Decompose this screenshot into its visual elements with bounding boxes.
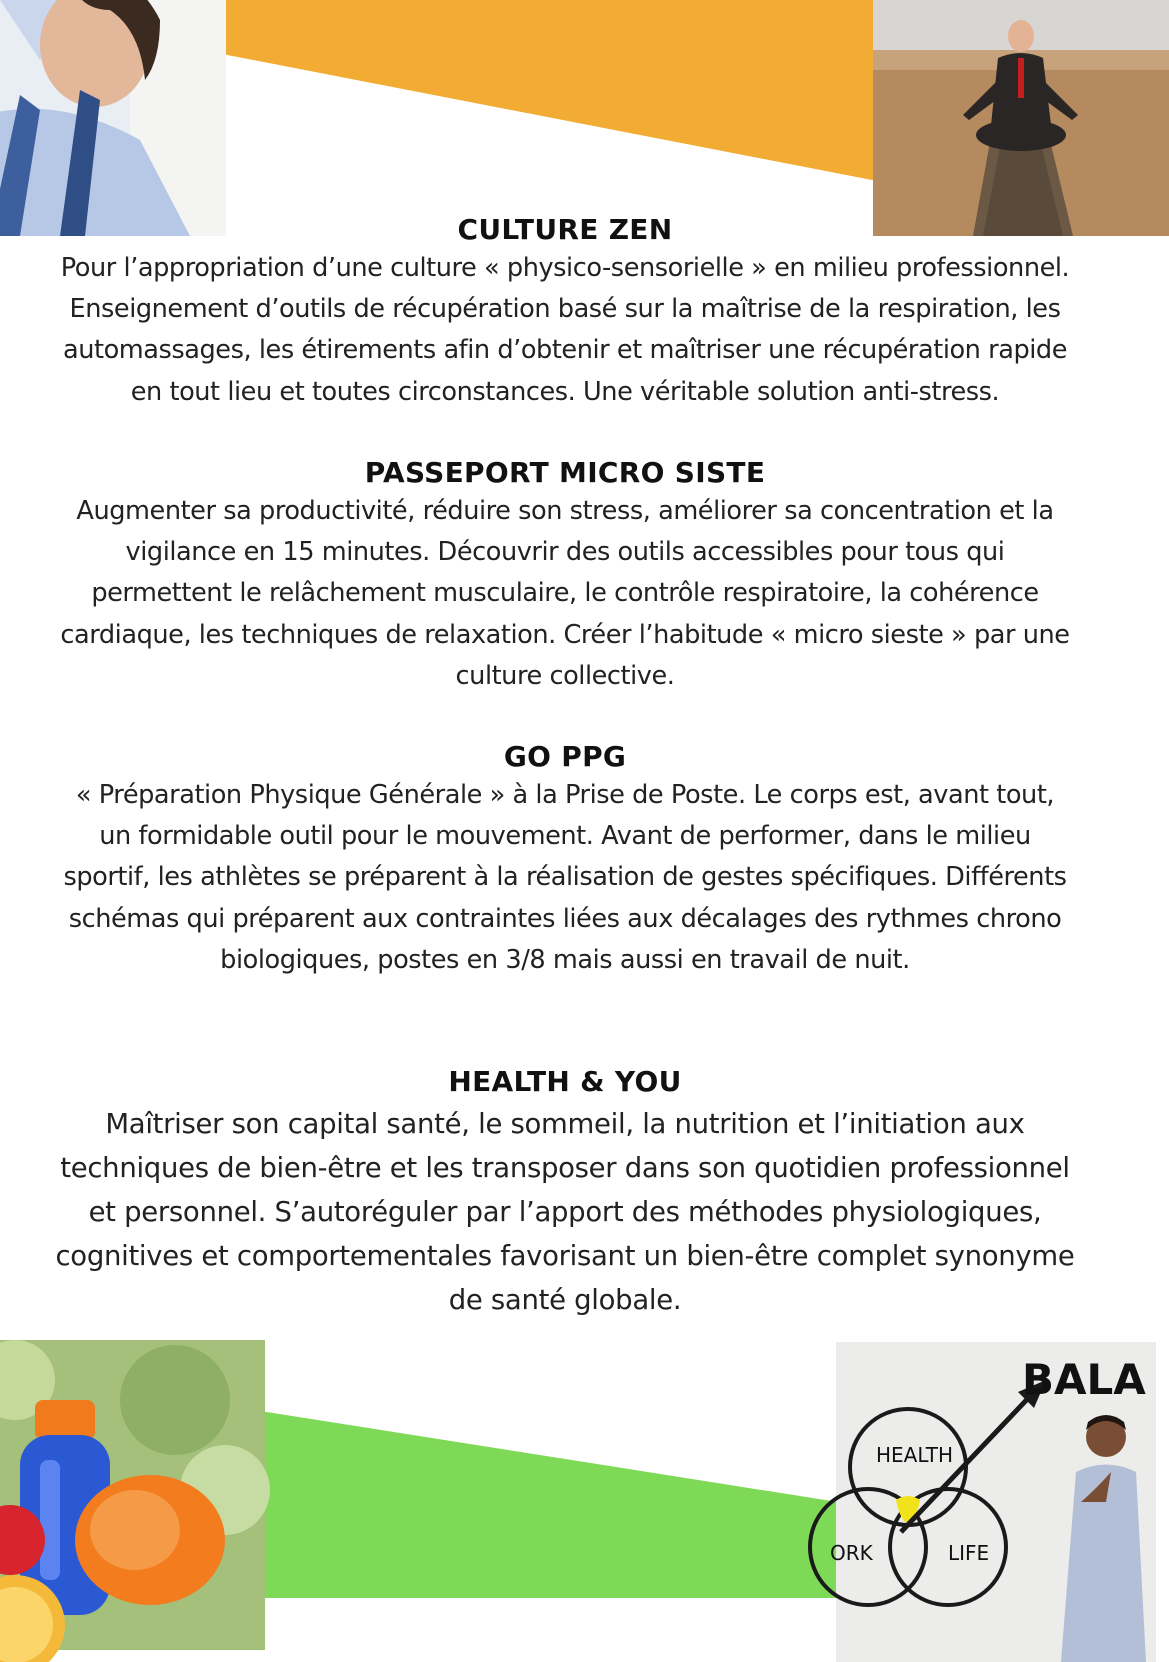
section-passeport-micro-siste [10,455,1120,697]
section-title: GO PPG [503,740,627,773]
section-health-and-you [10,1064,1120,1322]
body-line: cognitives et comportementales favorisant un bien-être complet synonyme [55,1240,1075,1272]
body-line: Augmenter sa productivité, réduire son stress, améliorer sa concentration et la [76,496,1054,526]
body-line: Enseignement d’outils de récupération basé sur la maîtrise de la respiration, les [69,294,1061,325]
section-body [10,491,1120,697]
relaxing-businessman-icon [0,0,226,236]
body-line: et personnel. S’autoréguler par l’apport des méthodes physiologiques, [88,1196,1042,1228]
body-line: sportif, les athlètes se préparent à la réalisation de gestes spécifiques. Différents [63,862,1067,893]
section-title: CULTURE ZEN [457,213,673,246]
section-title: HEALTH & YOU [448,1065,682,1098]
body-line: techniques de bien-être et les transposer dans son quotidien professionnel [60,1152,1070,1184]
balance-diagram-icon [830,1342,1156,1662]
section-title: PASSEPORT MICRO SISTE [364,456,766,489]
body-line: permettent le relâchement musculaire, le contrôle respiratoire, la cohérence [91,578,1039,609]
photo-relaxing-businessman [0,0,226,236]
balance-label: BALA [1022,1355,1146,1404]
body-line: schémas qui préparent aux contraintes liées aux décalages des rythmes chrono [68,903,1062,934]
photo-fruit-and-bottle [0,1340,265,1650]
health-label: HEALTH [876,1443,954,1467]
meditating-businessman-icon [873,0,1169,236]
section-body [10,248,1120,413]
work-label: ORK [830,1541,873,1565]
body-line: vigilance en 15 minutes. Découvrir des outils accessibles pour tous qui [125,537,1005,568]
body-line: Maîtriser son capital santé, le sommeil, la nutrition et l’initiation aux [105,1108,1025,1140]
section-go-ppg [10,739,1120,981]
body-line: culture collective. [455,660,675,691]
fruit-and-bottle-icon [0,1340,265,1650]
body-line: « Préparation Physique Générale » à la Prise de Poste. Le corps est, avant tout, [75,780,1055,810]
photo-meditating-businessman [873,0,1169,236]
body-line: en tout lieu et toutes circonstances. Une véritable solution anti-stress. [130,376,1000,407]
body-line: biologiques, postes en 3/8 mais aussi en travail de nuit. [220,944,910,975]
body-line: automassages, les étirements afin d’obtenir et maîtriser une récupération rapide [63,335,1067,366]
section-body [10,775,1120,981]
section-culture-zen [10,212,1120,413]
body-line: de santé globale. [448,1284,682,1316]
section-body [10,1102,1120,1322]
photo-balance-diagram [830,1342,1156,1662]
life-label: LIFE [948,1541,990,1565]
body-line: cardiaque, les techniques de relaxation. Créer l’habitude « micro sieste » par une [60,619,1070,650]
body-line: un formidable outil pour le mouvement. Avant de performer, dans le milieu [99,821,1031,852]
body-line: Pour l’appropriation d’une culture « physico-sensorielle » en milieu professionnel. [60,253,1070,283]
